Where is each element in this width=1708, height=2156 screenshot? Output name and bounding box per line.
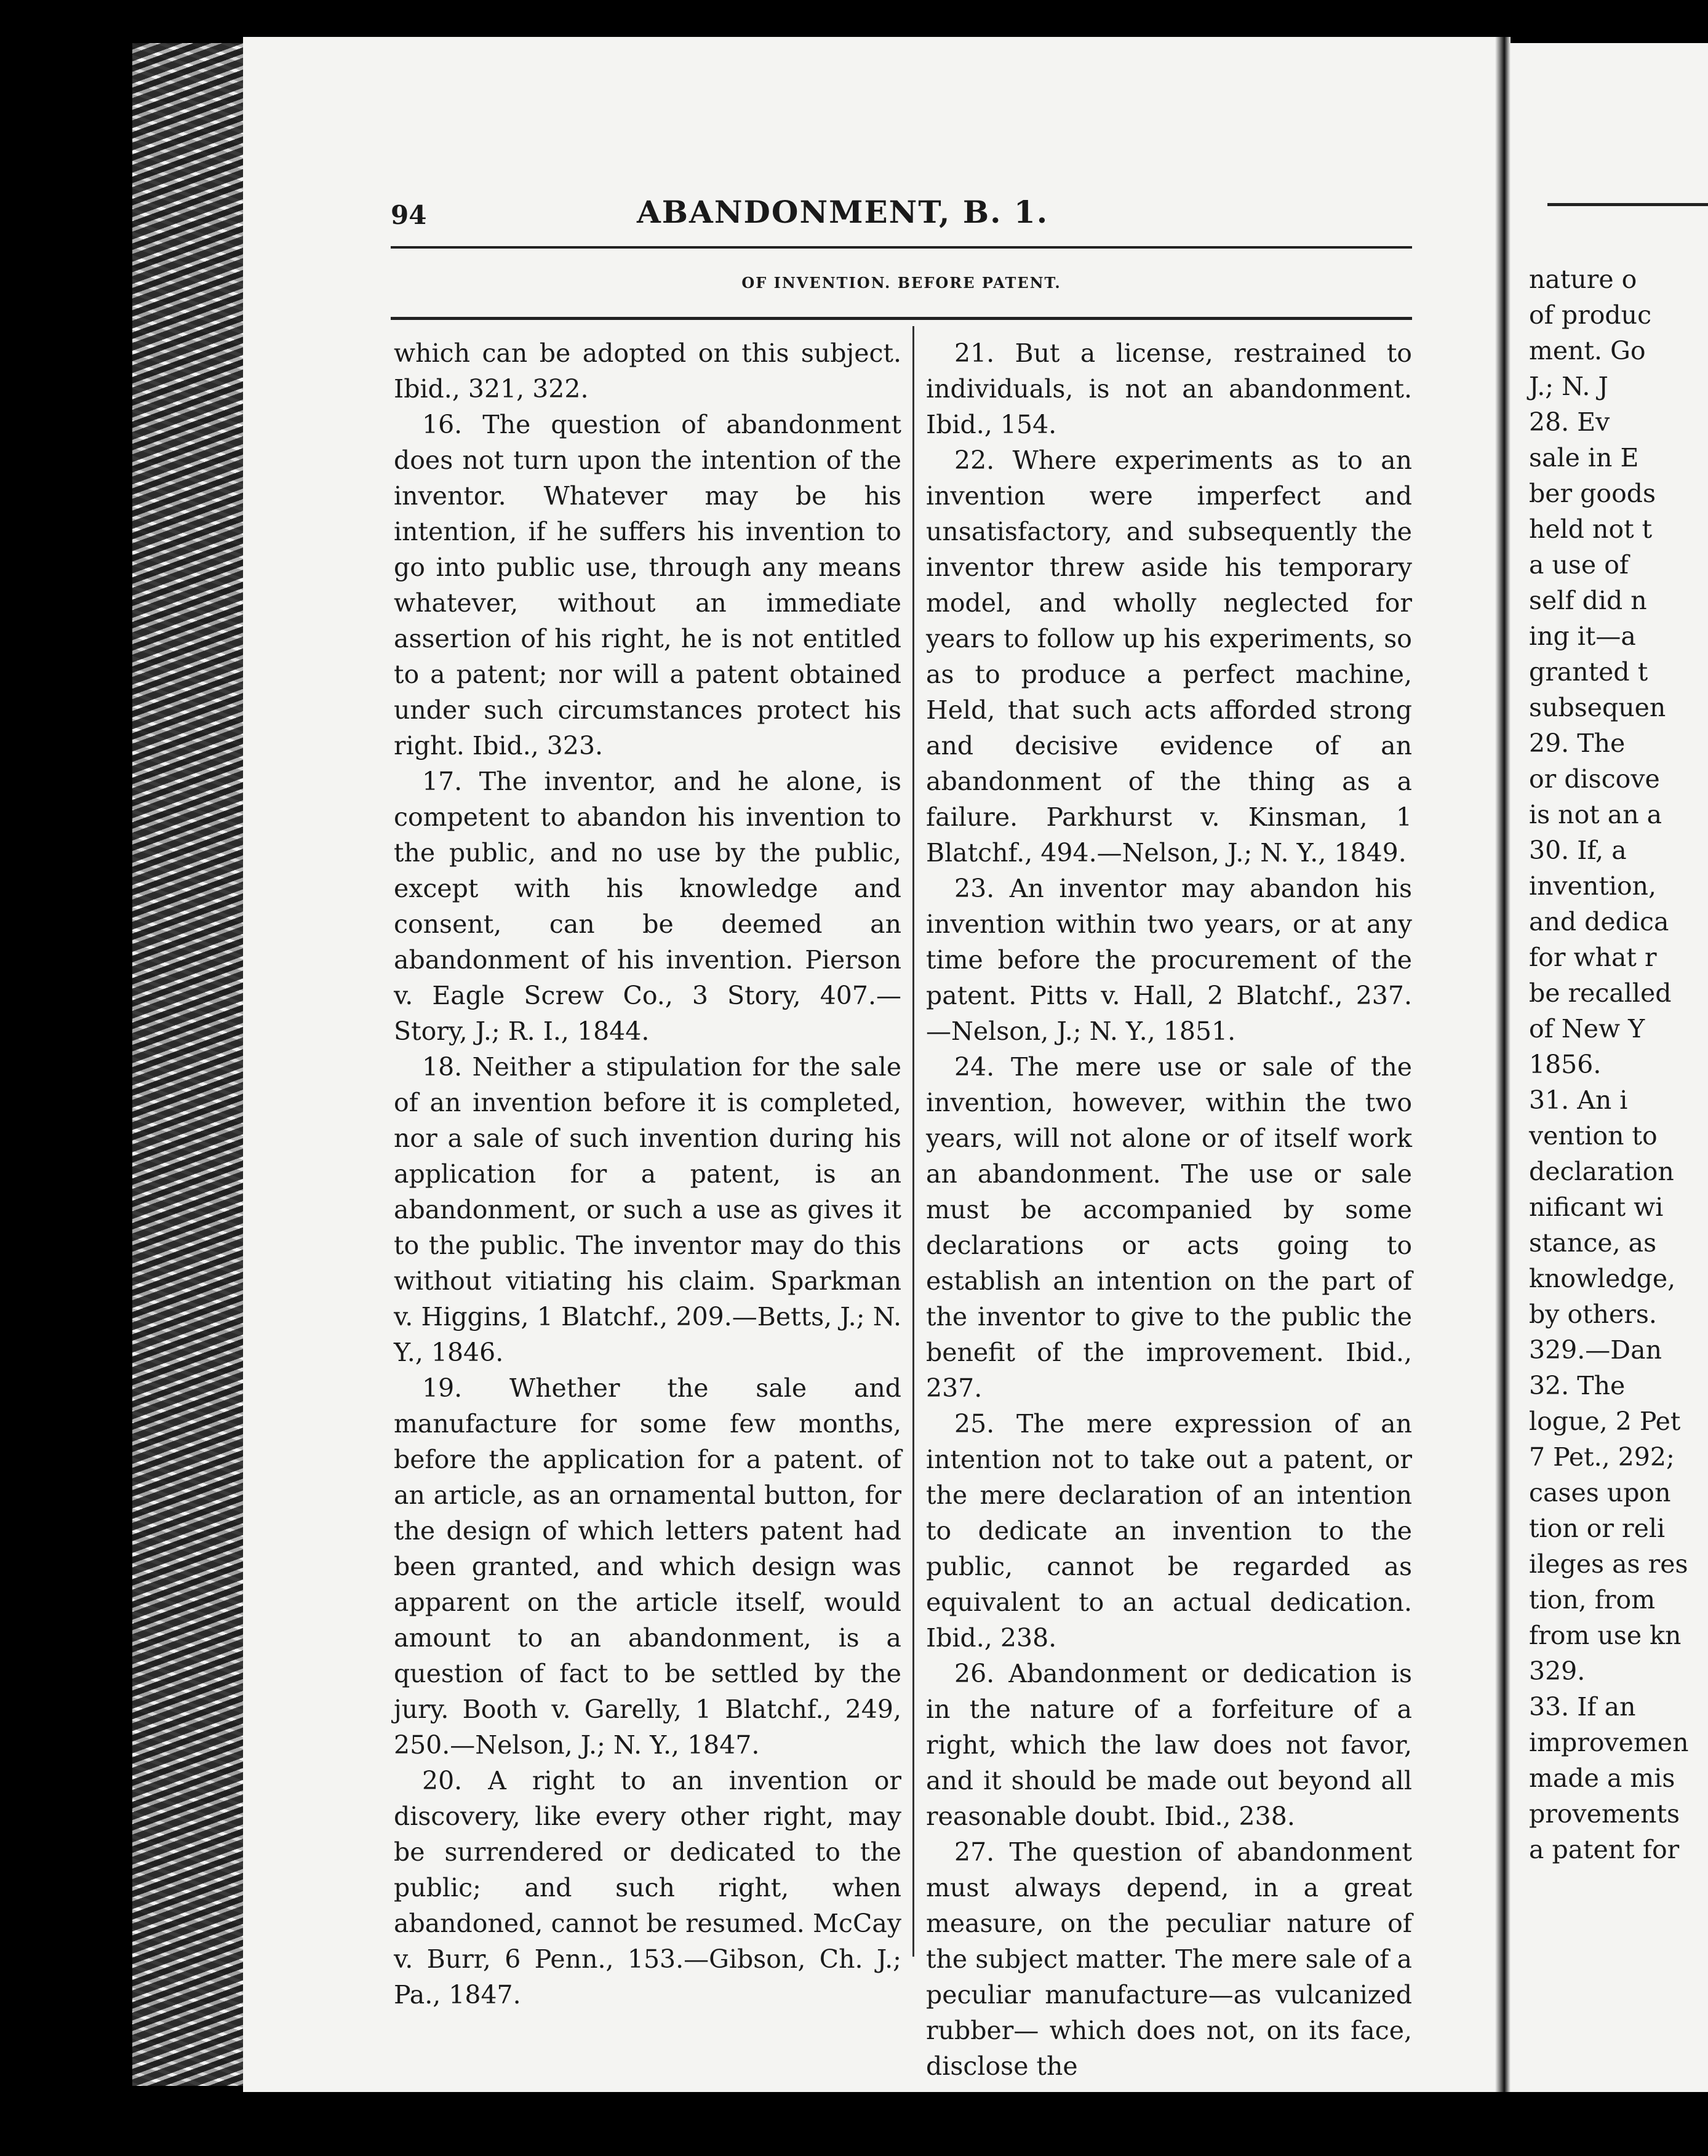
facing-line: provements — [1529, 1799, 1680, 1829]
paragraph: 27. The question of abandonment must always depend, in a great measure, on the peculiar nature of the subject matter. The mere sale of a peculiar manufacture—as vulcanized rubber— which does not, on its face, disclose the — [926, 1837, 1412, 2081]
paragraph: 23. An inventor may abandon his invention within two years, or at any time before the procurement of the patent. Pitts v. Hall, 2 Blatchf., 237. —Nelson, J.; N. Y., 1851. — [926, 874, 1412, 1046]
facing-line: improvemen — [1529, 1728, 1689, 1757]
facing-line: 29. The — [1529, 729, 1626, 758]
facing-line: stance, as — [1529, 1228, 1657, 1258]
facing-line: a patent for — [1529, 1835, 1680, 1864]
facing-line: 28. Ev — [1529, 407, 1610, 437]
paragraph: 17. The inventor, and he alone, is competent to abandon his invention to the public, and no use by the public, except with his knowledge and consent, can be deemed an abandonment of his invention. Pierson v. Eagle Screw Co., 3 Story, 407.—Story, J.; R. I., 1844. — [394, 767, 901, 1046]
facing-line: or discove — [1529, 764, 1660, 794]
facing-line: nature o — [1529, 265, 1637, 294]
column-divider — [912, 326, 914, 1957]
header-rule — [391, 246, 1412, 249]
facing-line: subsequen — [1529, 693, 1666, 722]
facing-line: ment. Go — [1529, 336, 1646, 365]
facing-line: vention to — [1529, 1121, 1658, 1151]
paragraph: 16. The question of abandonment does not turn upon the intention of the inventor. Whatever may be his intention, if he suffers his invention to go into public use, through any means whatever, without an immediate assertion of his right, he is not entitled to a patent; nor will a patent obtained under such circumstances protect his right. Ibid., 323. — [394, 410, 901, 761]
page-number: 94 — [391, 200, 427, 230]
facing-line: a use of — [1529, 550, 1629, 580]
facing-line: be recalled — [1529, 978, 1672, 1008]
facing-line: 329. — [1529, 1656, 1586, 1686]
facing-page-text — [1529, 252, 1707, 1867]
facing-line: ing it—a — [1529, 621, 1636, 651]
paragraph: 26. Abandonment or dedication is in the nature of a forfeiture of a right, which the law does not favor, and it should be made out beyond all reasonable doubt. Ibid., 238. — [926, 1659, 1412, 1831]
paragraph: 20. A right to an invention or discovery, like every other right, may be surrendered or dedicated to the public; and such right, when abandoned, cannot be resumed. McCay v. Burr, 6 Penn., 153.—Gibson, Ch. J.; Pa., 1847. — [394, 1766, 901, 2010]
paragraph: 25. The mere expression of an intention not to take out a patent, or the mere declaration of an intention to dedicate an invention to the public, cannot be regarded as equivalent to an actual dedication. Ibid., 238. — [926, 1409, 1412, 1653]
facing-line: cases upon — [1529, 1478, 1671, 1507]
facing-page — [1510, 43, 1708, 2092]
facing-line: from use kn — [1529, 1621, 1682, 1650]
facing-line: for what r — [1529, 943, 1657, 972]
facing-line: 32. The — [1529, 1371, 1626, 1400]
facing-line: of New Y — [1529, 1014, 1645, 1044]
paragraph: 21. But a license, restrained to individuals, is not an abandonment. Ibid., 154. — [926, 338, 1412, 439]
facing-header-rule — [1547, 203, 1708, 206]
facing-line: tion, from — [1529, 1585, 1656, 1615]
paragraph: 24. The mere use or sale of the invention, however, within the two years, will not alone or of itself work an abandonment. The use or sale must be accompanied by some declarations or acts going to establish an intention on the part of the inventor to give to the public the benefit of the improvement. Ibid., 237. — [926, 1052, 1412, 1403]
marbled-book-edge — [132, 43, 247, 2086]
facing-line: declaration — [1529, 1157, 1674, 1186]
facing-line: sale in E — [1529, 443, 1639, 473]
facing-line: J.; N. J — [1529, 372, 1608, 401]
facing-line: ber goods — [1529, 479, 1656, 508]
facing-line: logue, 2 Pet — [1529, 1407, 1681, 1436]
right-column — [926, 335, 1412, 2084]
running-title: ABANDONMENT, B. 1. — [637, 194, 1049, 230]
left-column — [394, 335, 901, 2013]
facing-line: granted t — [1529, 657, 1648, 687]
subtitle-rule — [391, 317, 1412, 320]
book-gutter — [1495, 37, 1510, 2092]
page-header — [391, 175, 1412, 243]
facing-line: knowledge, — [1529, 1264, 1676, 1293]
facing-line: 31. An i — [1529, 1085, 1628, 1115]
facing-line: 30. If, a — [1529, 836, 1627, 865]
left-page — [243, 37, 1495, 2092]
facing-line: self did n — [1529, 586, 1647, 615]
facing-line: nificant wi — [1529, 1192, 1664, 1222]
facing-line: ileges as res — [1529, 1549, 1688, 1579]
facing-line: of produc — [1529, 300, 1652, 330]
paragraph: which can be adopted on this subject. Ibid., 321, 322. — [394, 338, 901, 404]
paragraph: 18. Neither a stipulation for the sale of an invention before it is completed, nor a sale of such invention during his application for a patent, is an abandonment, or such a use as gives it to the public. The inventor may do this without vitiating his claim. Sparkman v. Higgins, 1 Blatchf., 209.—Betts, J.; N. Y., 1846. — [394, 1052, 901, 1367]
facing-line: invention, — [1529, 871, 1657, 901]
facing-line: by others. — [1529, 1300, 1657, 1329]
facing-line: 7 Pet., 292; — [1529, 1442, 1675, 1472]
facing-line: 33. If an — [1529, 1692, 1636, 1722]
paragraph: 22. Where experiments as to an invention were imperfect and unsatisfactory, and subsequently the inventor threw aside his temporary model, and wholly neglected for years to follow up his experiments, so as to produce a perfect machine, Held, that such acts afforded strong and decisive evidence of an abandonment of the thing as a failure. Parkhurst v. Kinsman, 1 Blatchf., 494.—Nelson, J.; N. Y., 1849. — [926, 445, 1412, 868]
facing-line: tion or reli — [1529, 1514, 1666, 1543]
facing-line: and dedica — [1529, 907, 1669, 936]
section-subtitle: OF INVENTION. BEFORE PATENT. — [741, 274, 1061, 292]
facing-line: is not an a — [1529, 800, 1662, 829]
facing-line: made a mis — [1529, 1763, 1675, 1793]
facing-line: held not t — [1529, 514, 1653, 544]
paragraph: 19. Whether the sale and manufacture for some few months, before the application for a patent. of an article, as an ornamental button, for the design of which letters patent had been granted, and which design was apparent on the article itself, would amount to an abandonment, is a question of fact to be settled by the jury. Booth v. Garelly, 1 Blatchf., 249, 250.—Nelson, J.; N. Y., 1847. — [394, 1373, 901, 1760]
facing-line: 1856. — [1529, 1050, 1602, 1079]
facing-line: 329.—Dan — [1529, 1335, 1662, 1365]
